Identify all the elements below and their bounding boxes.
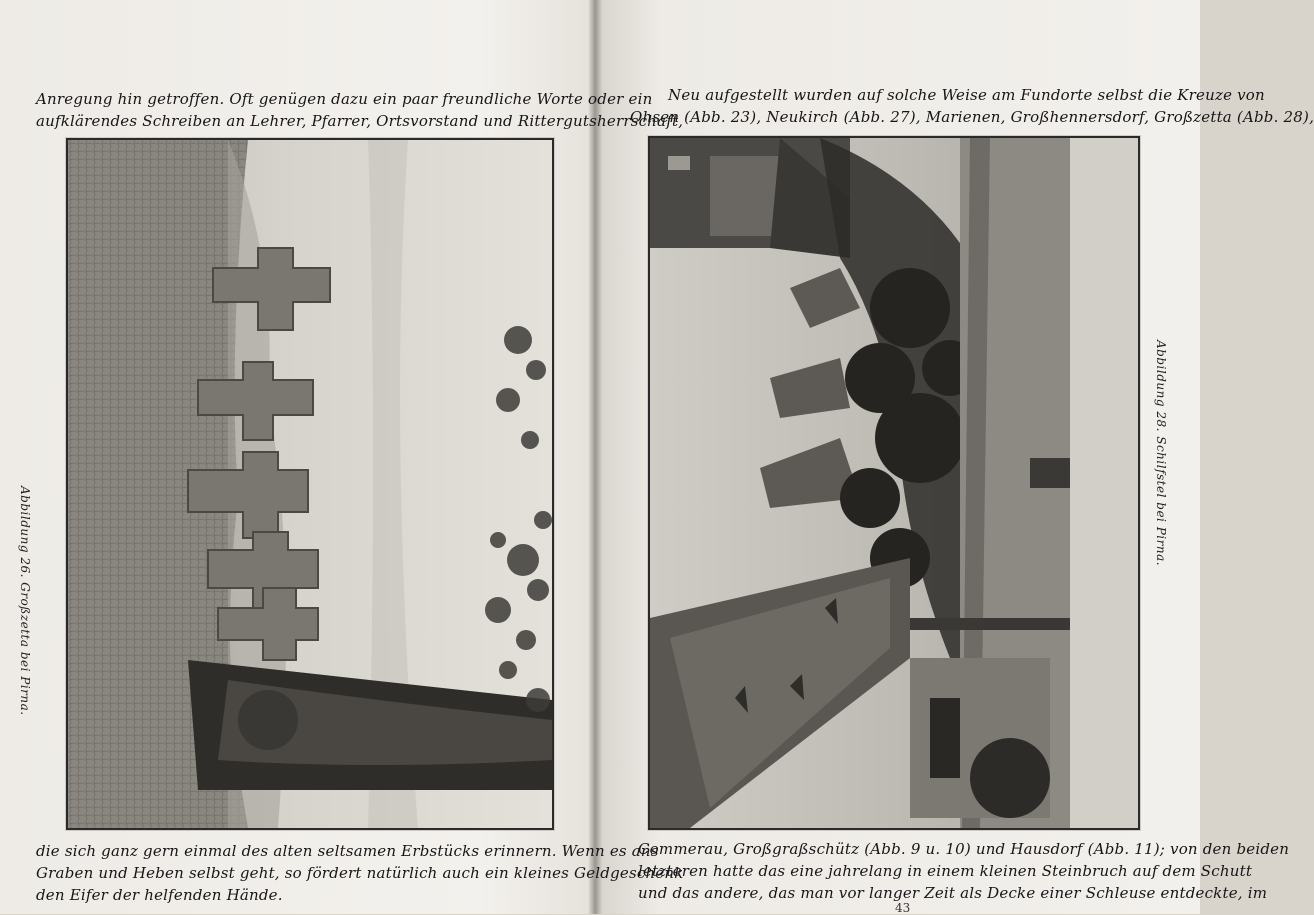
right-bottom-line-1: Commerau, Großgraßschütz (Abb. 9 u. 10) und Hausdorf (Abb. 11); von den beiden (638, 840, 1290, 858)
photo-church-village (648, 136, 1140, 830)
left-bottom-line-2: Graben und Heben selbst geht, so fördert natürlich auch ein kleines Geldgeschenk (36, 864, 684, 882)
right-top-line-2: Ohsen (Abb. 23), Neukirch (Abb. 27), Marienen, Großhennersdorf, Großzetta (Abb. 28), (630, 108, 1314, 126)
left-caption: Abbildung 26. Großzetta bei Pirna. (18, 486, 32, 716)
right-page (600, 0, 1314, 915)
page-number: 43 (895, 901, 911, 915)
photo-stone-crosses (66, 138, 554, 830)
left-bottom-line-1: die sich ganz gern einmal des alten seltsamen Erbstücks erinnern. Wenn es ans (36, 842, 659, 860)
right-caption: Abbildung 28. Schilfstel bei Pirna. (1154, 340, 1168, 567)
right-bottom-line-2: letzteren hatte das eine jahrelang in einem kleinen Steinbruch auf dem Schutt (638, 862, 1253, 880)
right-top-line-1: Neu aufgestellt wurden auf solche Weise am Fundorte selbst die Kreuze von (668, 86, 1265, 104)
left-top-line-2: aufklärendes Schreiben an Lehrer, Pfarrer, Ortsvorstand und Rittergutsherrschaft, (36, 112, 684, 130)
left-bottom-line-3: den Eifer der helfenden Hände. (36, 886, 283, 904)
left-top-line-1: Anregung hin getroffen. Oft genügen dazu ein paar freundliche Worte oder ein (36, 90, 653, 108)
right-bottom-line-3: und das andere, das man vor langer Zeit als Decke einer Schleuse entdeckte, im (638, 884, 1268, 902)
